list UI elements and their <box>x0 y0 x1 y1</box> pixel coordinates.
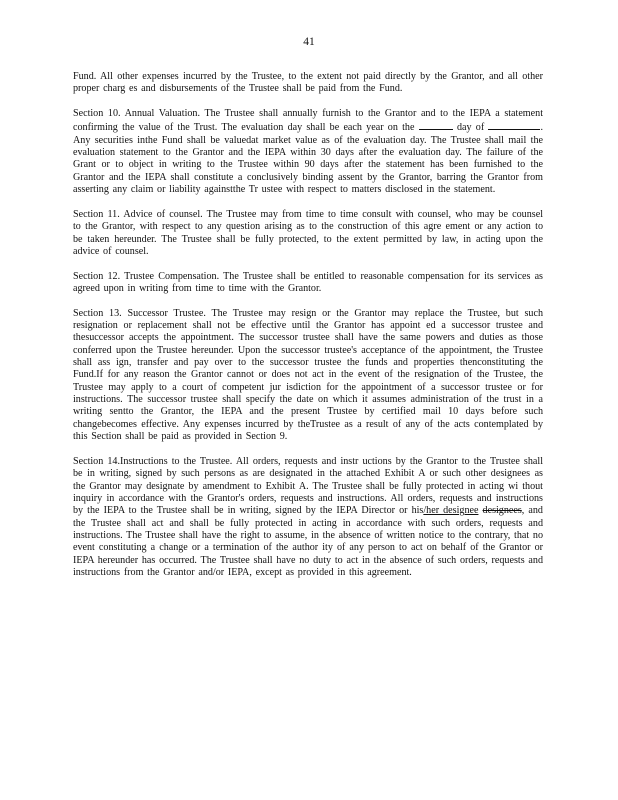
inserted-text: /her designee <box>423 505 479 517</box>
section-10-text-start: Section 10. Annual Valuation. The Trustee shall annually furnish to the Grantor and to the IEPA a statement confirming the value of the Trust. The evaluation day shall be each year on the <box>73 108 543 134</box>
paragraph-section-11: Section 11. Advice of counsel. The Trustee may from time to time consult with counsel, who may be counsel to the Grantor, with respect to any question arising as to the construction of this agre ement or any action to be taken hereunder. The Trustee shall be fully protected, to the extent permitted by law, in acting upon the advice of counsel. <box>73 208 543 257</box>
blank-line-month <box>488 120 540 130</box>
paragraph-section-14 <box>73 456 543 579</box>
section-10-day-of: day of <box>456 122 485 134</box>
section-10-text-end: . Any securities inthe Fund shall be valuedat market value as of the evaluation day. The Trustee shall mail the evaluation statement to the Grantor and the IEPA within 30 days after the evaluation day. The failure of the Grant or to object in writing to the Trustee within 90 days after the statement has been furnished to the Grantor and the IEPA shall constitute a conclusively binding assent by the Grantor, barring the Grantor from asserting any claim or liability againstthe Tr ustee with respect to matters disclosed in the statement. <box>73 122 543 196</box>
document-body <box>73 71 543 592</box>
page-number: 41 <box>303 36 315 48</box>
section-14-text-start: Section 14.Instructions to the Trustee. All orders, requests and instr uctions by the Grantor to the Trustee shall be in writing, signed by such persons as are designated in the attached Exhibit A or such other designees as the Grantor may designate by amendment to Exhibit A. The Trustee shall be fully protected in acting wi thout inquiry in accordance with the Grantor's orders, requests and instructions. All orders, requests and instructions by the IEPA to the Trustee shall be in writing, signed by the IEPA Director or his <box>73 455 543 517</box>
deleted-text: designees <box>482 505 522 517</box>
blank-line-day <box>419 120 453 130</box>
paragraph-section-12: Section 12. Trustee Compensation. The Trustee shall be entitled to reasonable compensation for its services as agreed upon in writing from time to time with the Grantor. <box>73 270 543 294</box>
paragraph-section-10 <box>73 108 543 196</box>
paragraph-fund-expenses: Fund. All other expenses incurred by the Trustee, to the extent not paid directly by the Grantor, and all other proper charg es and disbursements of the Trustee shall be paid from the Fund. <box>73 71 543 95</box>
section-14-text-end: , and the Trustee shall act and shall be fully protected in acting in accordance with such orders, requests and instructions. The Trustee shall have the right to assume, in the absence of written notice to the contrary, that no event constituting a change or a termination of the author ity of any person to act on behalf of the Grantor or IEPA hereunder has occurred. The Trustee shall have no duty to act in the absence of such orders, requests and instructions from the Grantor and/or IEPA, except as provided in this agreement. <box>73 505 543 578</box>
paragraph-section-13: Section 13. Successor Trustee. The Trustee may resign or the Grantor may replace the Trustee, but such resignation or replacement shall not be effective until the Grantor has appoint ed a successor trustee and thesuccessor accepts the appointment. The successor trustee shall have the same powers and duties as those conferred upon the Trustee hereunder. Upon the successor trustee's acceptance of the appointment, the Trustee shall ass ign, transfer and pay over to the successor trustee the funds and properties thenconstituting the Fund.If for any reason the Grantor cannot or does not act in the event of the resignation of the Trustee, the Trustee may apply to a court of competent jur isdiction for the appointment of a successor trustee or for instructions. The successor trustee shall specify the date on which it assumes administration of the trust in a writing sentto the Grantor, the IEPA and the present Trustee by certified mail 10 days before such changebecomes effective. Any expenses incurred by theTrustee as a result of any of the acts contemplated by this Section shall be paid as provided in Section 9. <box>73 307 543 443</box>
